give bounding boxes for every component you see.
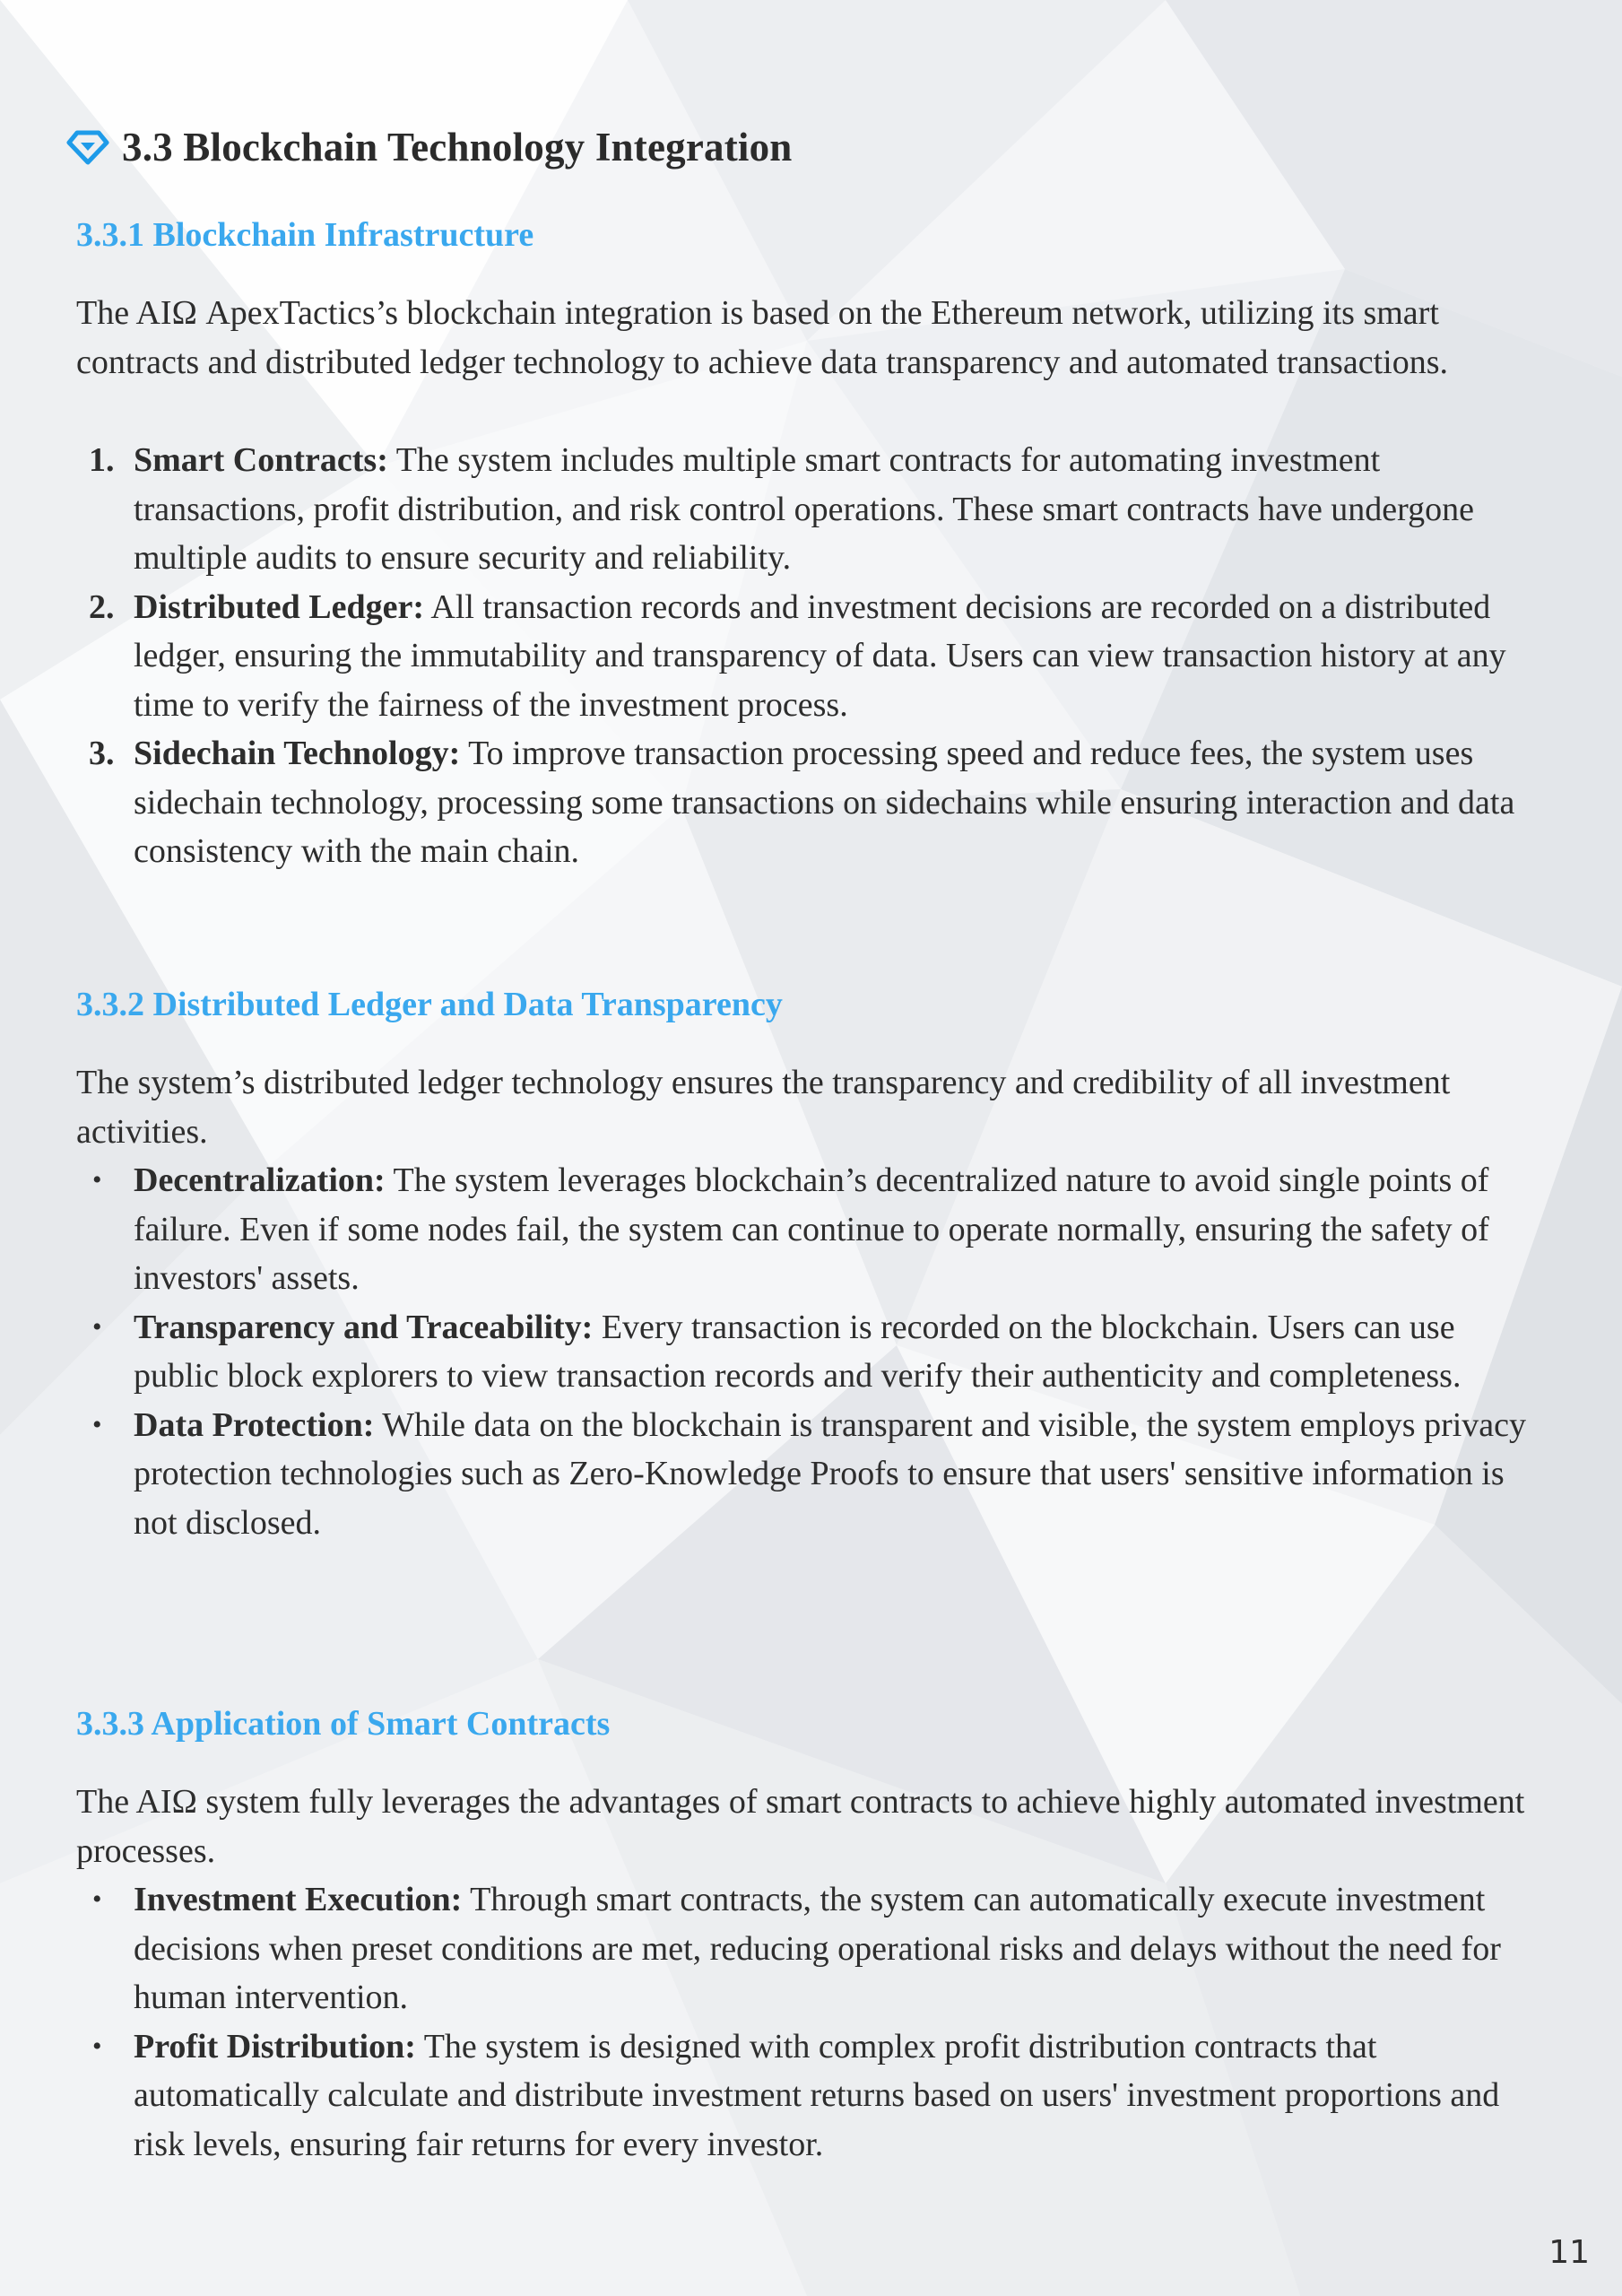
list-item bbox=[76, 1401, 1547, 1548]
list-marker: • bbox=[92, 1884, 102, 1914]
list-item-text: The system is designed with complex profit distribution contracts that automatically calculate and distribute investment returns based on users' investment proportions and risk levels, ensuring fair returns for every investor. bbox=[134, 2027, 1500, 2163]
list-item-term: Data Protection: bbox=[134, 1405, 375, 1444]
list-item bbox=[76, 2022, 1547, 2170]
list-marker: • bbox=[92, 2031, 102, 2061]
list-marker: • bbox=[92, 1165, 102, 1195]
list-marker: • bbox=[92, 1409, 102, 1439]
bullet-list-3-3-3 bbox=[76, 1875, 1547, 2169]
list-item bbox=[76, 583, 1547, 730]
list-item bbox=[76, 1875, 1547, 2022]
list-marker: 1. bbox=[89, 441, 115, 479]
list-item-text: While data on the blockchain is transparent and visible, the system employs privacy protection technologies such as Zero-Knowledge Proofs to ensure that users' sensitive information is not disclosed. bbox=[134, 1405, 1527, 1542]
list-item bbox=[76, 1156, 1547, 1303]
list-item-text: The system includes multiple smart contracts for automating investment transactions, profit distribution, and risk control operations. These smart contracts have undergone multiple audits to ensure security and reliability. bbox=[134, 441, 1475, 577]
list-marker: 2. bbox=[89, 587, 115, 626]
section-heading bbox=[66, 124, 793, 170]
list-item-term: Investment Execution: bbox=[134, 1881, 463, 1918]
diamond-icon bbox=[66, 129, 109, 165]
list-item bbox=[76, 1303, 1547, 1401]
list-item bbox=[76, 729, 1547, 876]
list-marker: 3. bbox=[89, 735, 115, 772]
subsection-intro-3-3-3: The AIΩ system fully leverages the advantages of smart contracts to achieve highly automated investment processes. bbox=[76, 1783, 1525, 1870]
list-item-text: The system leverages blockchain’s decentralized nature to avoid single points of failure. Even if some nodes fail, the system can continue to operate normally, ensuring the safety of investors' assets. bbox=[134, 1161, 1489, 1297]
subsection-heading-3-3-2: 3.3.2 Distributed Ledger and Data Transparency bbox=[76, 986, 783, 1023]
numbered-list-3-3-1 bbox=[76, 436, 1547, 876]
list-item bbox=[76, 436, 1547, 583]
section-title: 3.3 Blockchain Technology Integration bbox=[122, 125, 793, 170]
list-item-term: Distributed Ledger: bbox=[134, 587, 425, 626]
subsection-heading-3-3-1: 3.3.1 Blockchain Infrastructure bbox=[76, 216, 534, 254]
list-item-term: Decentralization: bbox=[134, 1161, 386, 1199]
list-item-text: All transaction records and investment decisions are recorded on a distributed ledger, ensuring the immutability and transparency of data. Users can view transaction history at any time to verify the fairness of the investment process. bbox=[134, 587, 1506, 724]
subsection-heading-3-3-3: 3.3.3 Application of Smart Contracts bbox=[76, 1705, 611, 1743]
list-item-term: Profit Distribution: bbox=[134, 2027, 416, 2066]
list-marker: • bbox=[92, 1311, 102, 1342]
list-item-term: Transparency and Traceability: bbox=[134, 1308, 594, 1346]
bullet-list-3-3-2 bbox=[76, 1156, 1547, 1547]
list-item-term: Sidechain Technology: bbox=[134, 735, 461, 772]
list-item-term: Smart Contracts: bbox=[134, 441, 388, 479]
page-number: 11 bbox=[1548, 2234, 1590, 2271]
subsection-intro-3-3-2: The system’s distributed ledger technology ensures the transparency and credibility of all investment activities. bbox=[76, 1064, 1451, 1151]
list-item-text: Every transaction is recorded on the blockchain. Users can use public block explorers to view transaction records and verify their authenticity and completeness. bbox=[134, 1308, 1462, 1395]
list-item-text: Through smart contracts, the system can automatically execute investment decisions when preset conditions are met, reducing operational risks and delays without the need for human intervention. bbox=[134, 1881, 1501, 2016]
list-item-text: To improve transaction processing speed and reduce fees, the system uses sidechain technology, processing some transactions on sidechains while ensuring interaction and data consistency with the main chain. bbox=[134, 735, 1515, 870]
subsection-intro-3-3-1: The AIΩ ApexTactics’s blockchain integration is based on the Ethereum network, utilizing its smart contracts and distributed ledger technology to achieve data transparency and automated transactions. bbox=[76, 294, 1448, 381]
